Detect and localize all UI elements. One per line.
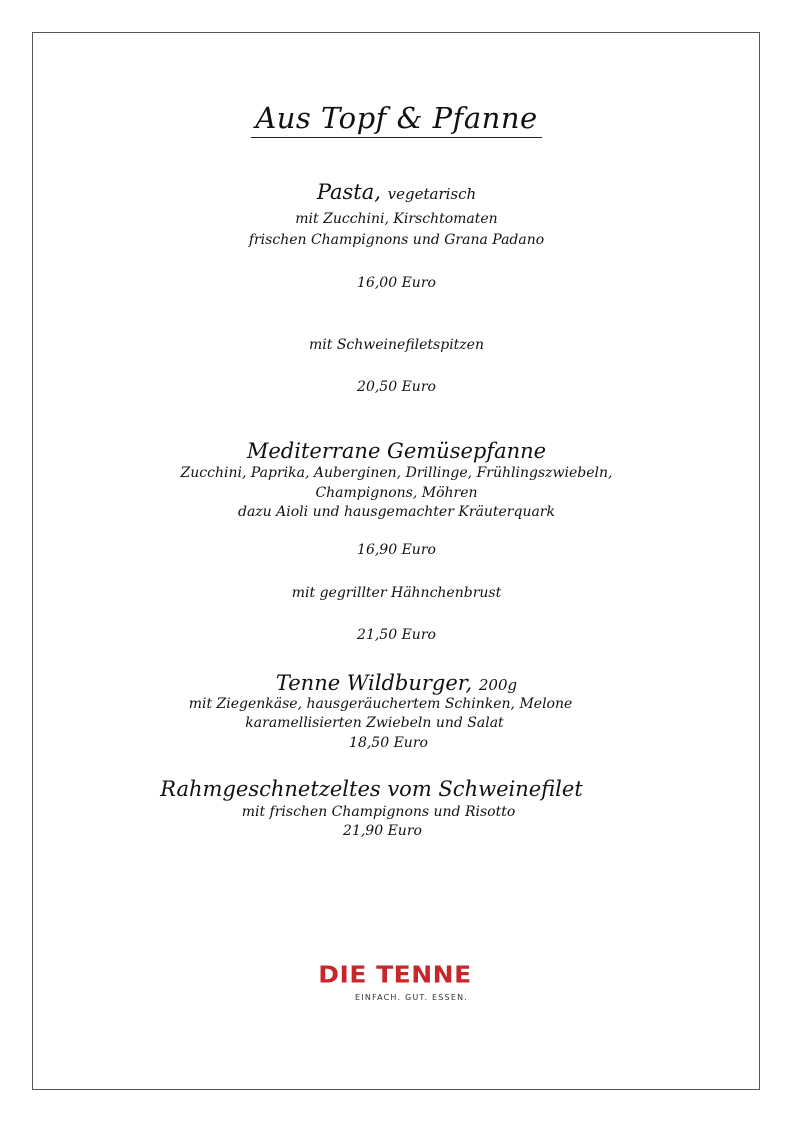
- logo-wordmark: DIE TENNE: [318, 961, 472, 988]
- dish-option-price: 20,50 Euro: [357, 379, 436, 395]
- dish-description: frischen Champignons und Grana Padano: [248, 232, 545, 248]
- restaurant-logo: [300, 962, 490, 1012]
- dish-price: 16,90 Euro: [357, 542, 436, 558]
- dish-description: dazu Aioli und hausgemachter Kräuterquark: [238, 504, 555, 520]
- dish-price: 21,90 Euro: [343, 823, 422, 839]
- dish-description: mit Ziegenkäse, hausgeräuchertem Schinken, Melone: [188, 696, 573, 712]
- dish-name-pasta: Pasta, vegetarisch: [316, 180, 477, 204]
- dish-name-gemuesepfanne: Mediterrane Gemüsepfanne: [246, 439, 547, 463]
- dish-price: 18,50 Euro: [349, 735, 428, 751]
- dish-description: karamellisierten Zwiebeln und Salat: [245, 715, 504, 731]
- dish-option: mit gegrillter Hähnchenbrust: [291, 585, 502, 601]
- dish-description: Champignons, Möhren: [315, 485, 478, 501]
- dish-description: mit Zucchini, Kirschtomaten: [295, 211, 498, 227]
- dish-name-wildburger: Tenne Wildburger, 200g: [275, 671, 518, 695]
- dish-option-price: 21,50 Euro: [357, 627, 436, 643]
- dish-description: mit frischen Champignons und Risotto: [241, 804, 516, 820]
- dish-option: mit Schweinefiletspitzen: [309, 337, 484, 353]
- logo-tagline: EINFACH. GUT. ESSEN.: [355, 993, 469, 1002]
- dish-description: Zucchini, Paprika, Auberginen, Drillinge, Frühlingszwiebeln,: [180, 465, 613, 481]
- dish-name-rahmgeschnetzeltes: Rahmgeschnetzeltes vom Schweinefilet: [160, 777, 583, 801]
- dish-price: 16,00 Euro: [357, 275, 436, 291]
- menu-title: Aus Topf & Pfanne: [0, 104, 793, 133]
